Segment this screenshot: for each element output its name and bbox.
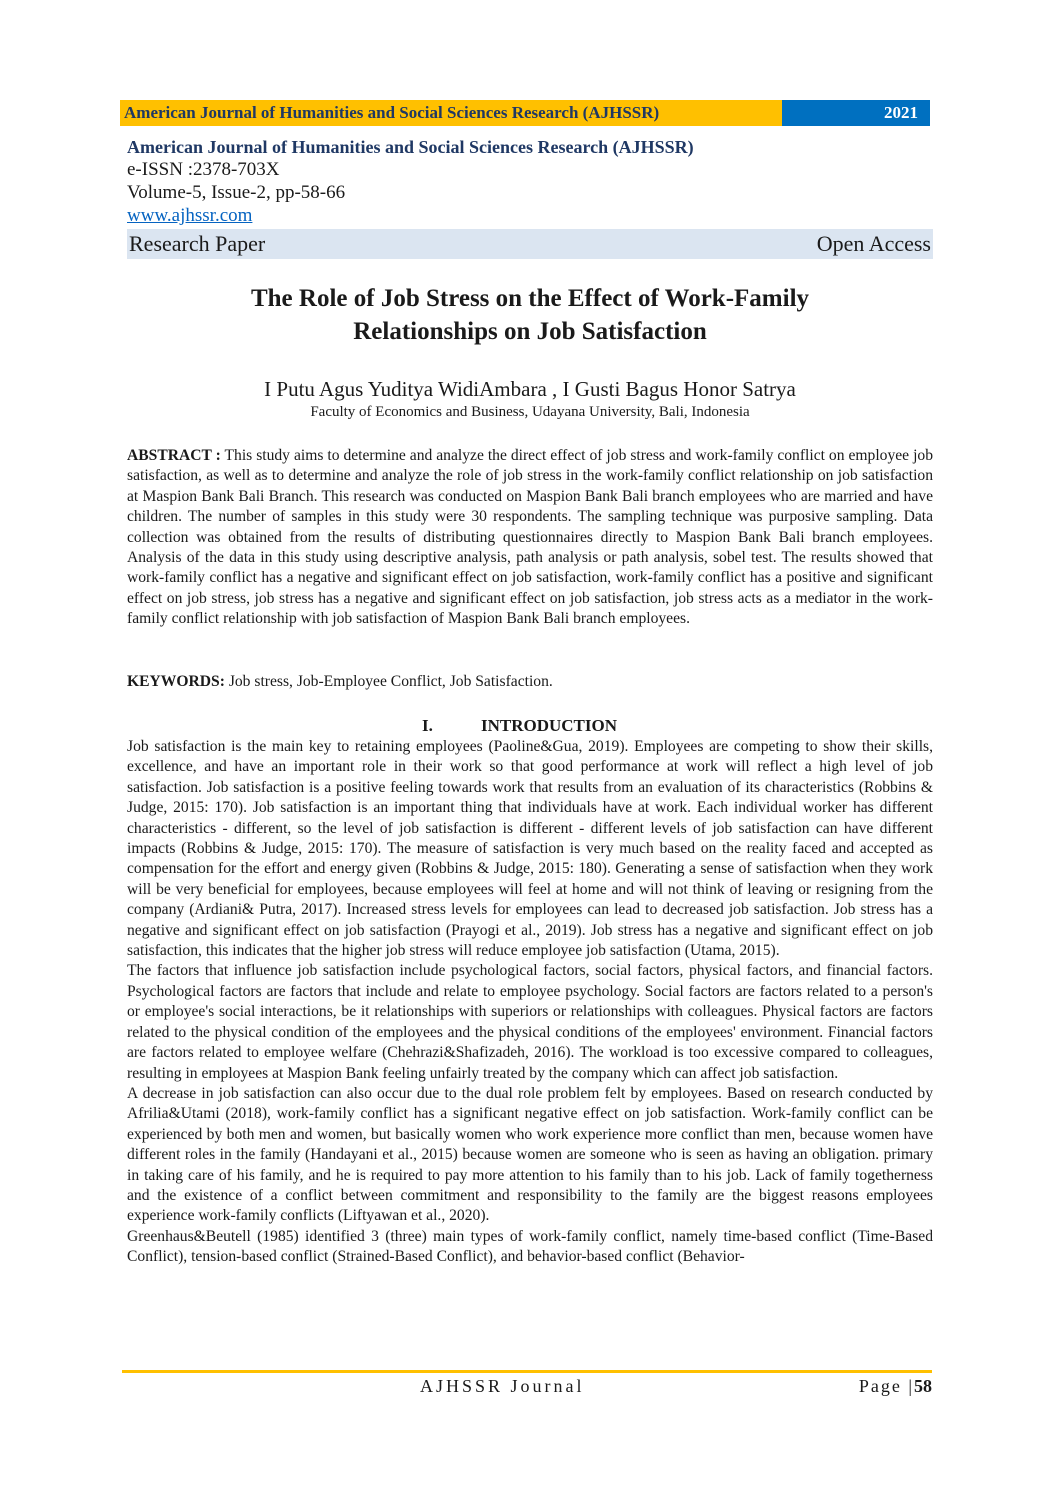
- authors: I Putu Agus Yuditya WidiAmbara , I Gusti Bagus Honor Satrya: [264, 377, 796, 401]
- footer-journal-name: AJHSSR Journal: [420, 1376, 585, 1396]
- paper-type: Research Paper: [129, 231, 266, 256]
- affiliation: Faculty of Economics and Business, Udayana University, Bali, Indonesia: [310, 404, 750, 420]
- keywords-text: Job stress, Job-Employee Conflict, Job Satisfaction.: [228, 673, 553, 690]
- paragraph: Greenhaus&Beutell (1985) identified 3 (three) main types of work-family conflict, namely time-based conflict (Time-Based Conflict), tension-based conflict (Strained-Based Conflict), and behavior-based conflict (Behavior-: [127, 1227, 933, 1266]
- running-header: [120, 100, 930, 126]
- header-journal-name: American Journal of Humanities and Social Sciences Research (AJHSSR): [120, 100, 782, 126]
- volume-issue: Volume-5, Issue-2, pp-58-66: [127, 182, 346, 203]
- introduction-body: [127, 737, 933, 1268]
- abstract-label: ABSTRACT :: [127, 447, 221, 464]
- keywords-label: KEYWORDS:: [127, 673, 225, 690]
- title-line-2: Relationships on Job Satisfaction: [353, 318, 707, 345]
- paragraph: Job satisfaction is the main key to retaining employees (Paoline&Gua, 2019). Employees are competing to show their skills, excellence, and have an important role in their work so that good performance at work will reflect a high level of job satisfaction. Job satisfaction is a positive feeling towards work that results from an evaluation of its characteristics (Robbins & Judge, 2015: 170). Job satisfaction is an important thing that individuals have at work. Each individual worker has different characteristics - different, so the level of job satisfaction is different - different levels of job satisfaction can have different impacts (Robbins & Judge, 2015: 170). The measure of satisfaction is very much based on the reality faced and accepted as compensation for the effort and energy given (Robbins & Judge, 2015: 180). Generating a sense of satisfaction when they work will be very beneficial for employees, because employees will feel at home and will not think of leaving or resigning from the company (Ardiani& Putra, 2017). Increased stress levels for employees can lead to decreased job satisfaction. Job stress has a negative and significant effect on job satisfaction (Prayogi et al., 2019). Job stress has a negative and significant effect on job satisfaction, this indicates that the higher job stress will reduce employee job satisfaction (Utama, 2015).: [127, 738, 933, 960]
- title-line-1: The Role of Job Stress on the Effect of Work-Family: [250, 285, 810, 312]
- page-number: [859, 1375, 932, 1397]
- abstract: [127, 446, 933, 630]
- paragraph: A decrease in job satisfaction can also occur due to the dual role problem felt by employees. Based on research conducted by Afrilia&Utami (2018), work-family conflict has a significant negative effect on job satisfaction. Work-family conflict can be experienced by both men and women, but basically women who work experience more conflict than men, because women have different roles in the family (Handayani et al., 2015) because women are someone who is seen as having an obligation. primary in taking care of his family, and he is required to pay more attention to his family than to his job. Lack of family togetherness and the existence of a conflict between commitment and responsibility to the family are the biggest reasons employees experience work-family conflicts (Liftyawan et al., 2020).: [127, 1084, 933, 1225]
- keywords: [127, 672, 933, 692]
- access-type: Open Access: [816, 231, 931, 256]
- page-number-value: 58: [914, 1376, 932, 1396]
- section-number: I.: [422, 716, 433, 735]
- footer-divider: [122, 1370, 932, 1373]
- paper-type-bar: [127, 229, 933, 259]
- journal-meta: [127, 136, 933, 259]
- page-label: Page |: [858, 1376, 914, 1396]
- issn: e-ISSN :2378-703X: [127, 159, 280, 180]
- abstract-text: This study aims to determine and analyze the direct effect of job stress and work-family conflict on employee job satisfaction, as well as to determine and analyze the role of job stress in the work-family conflict relationship on job satisfaction at Maspion Bank Bali Branch. This research was conducted on Maspion Bank Bali branch employees who are married and have children. The number of samples in this study were 30 respondents. The sampling technique was purposive sampling. Data collection was obtained from the results of distributing questionnaires directly to Maspion Bank Bali branch employees. Analysis of the data in this study using descriptive analysis, path analysis or path analysis, sobel test. The results showed that work-family conflict has a negative and significant effect on job satisfaction, work-family conflict has a positive and significant effect on job stress, job stress has a negative and significant effect on job satisfaction, job stress acts as a mediator in the work-family conflict relationship with job satisfaction of Maspion Bank Bali branch employees.: [127, 447, 934, 628]
- paper-title: [127, 282, 933, 348]
- header-year: 2021: [782, 100, 930, 126]
- paragraph: The factors that influence job satisfaction include psychological factors, social factors, physical factors, and financial factors. Psychological factors are factors that include and relate to employee psychology. Social factors are factors related to a person's or employee's social interactions, be it relationships with superiors or relationships with colleagues. Physical factors are factors related to the physical condition of the employees and the physical conditions of the employees' environment. Financial factors are factors related to employee welfare (Chehrazi&Shafizadeh, 2016). The workload is too excessive compared to colleagues, resulting in employees at Maspion Bank feeling unfairly treated by the company which can affect job satisfaction.: [127, 962, 933, 1082]
- meta-journal-name: American Journal of Humanities and Social Sciences Research (AJHSSR): [127, 137, 694, 157]
- section-title: INTRODUCTION: [481, 716, 618, 735]
- website-link[interactable]: www.ajhssr.com: [127, 205, 253, 226]
